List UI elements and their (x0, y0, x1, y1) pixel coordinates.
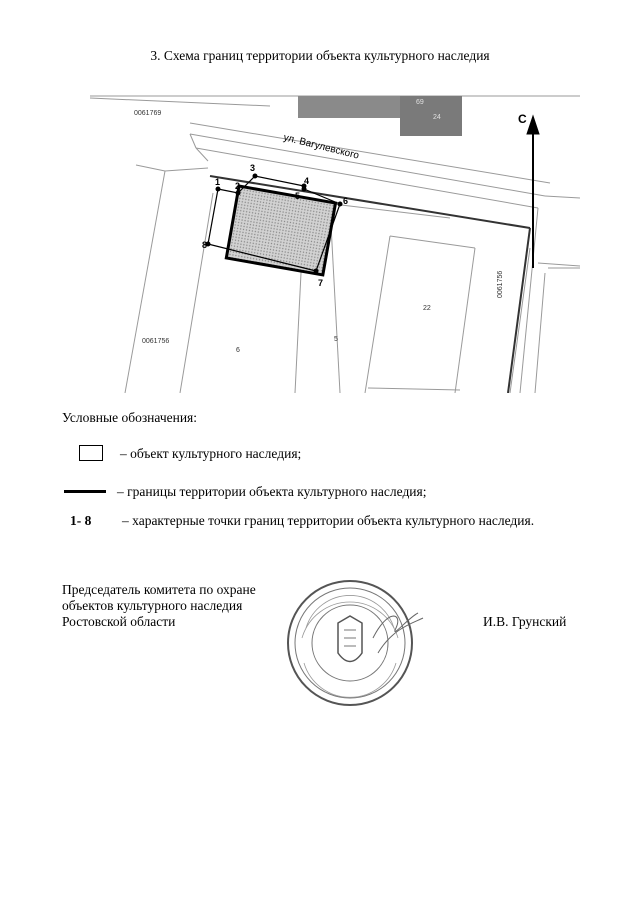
signatory-position-line-2: объектов культурного наследия (62, 598, 243, 613)
legend-object-symbol (79, 445, 103, 461)
boundary-map (90, 88, 580, 393)
legend-points-text: – характерные точки границ территории объекта культурного наследия. (122, 513, 535, 528)
signatory-position-line-3: Ростовской области (62, 614, 176, 629)
street-label: ул. Вагулевского (282, 132, 361, 162)
official-seal-stamp (278, 568, 428, 718)
signatory-position-line-1: Председатель комитета по охране (62, 582, 256, 597)
point-label-2: 2 (235, 181, 241, 191)
signatory-position (62, 582, 256, 630)
parcel-label-0061769: 0061769 (134, 110, 162, 117)
point-label-6: 6 (343, 196, 349, 206)
legend-heading: Условные обозначения: (62, 410, 198, 425)
point-label-4: 4 (304, 176, 310, 186)
emblem-icon (338, 616, 362, 662)
point-label-1: 1 (215, 177, 221, 187)
building-label-24: 24 (433, 114, 441, 121)
legend-points-symbol: 1- 8 (70, 513, 92, 528)
building-label-69: 69 (416, 99, 424, 106)
point-label-3: 3 (250, 163, 256, 173)
parcel-label-6: 6 (236, 347, 240, 354)
legend-object-text: – объект культурного наследия; (120, 446, 302, 461)
parcel-label-22: 22 (423, 305, 431, 312)
parcel-lines (90, 96, 580, 393)
page-title: 3. Схема границ территории объекта культурного наследия (150, 48, 490, 63)
point-label-5: 5 (295, 191, 301, 201)
signature-scribble (373, 613, 423, 653)
legend-boundary-text: – границы территории объекта культурного наследия; (117, 484, 427, 499)
parcel-label-5: 5 (334, 336, 338, 343)
point-label-7: 7 (318, 278, 324, 288)
point-label-8: 8 (202, 240, 208, 250)
north-label: С (518, 112, 527, 126)
legend-boundary-symbol (64, 490, 106, 493)
north-arrow (527, 116, 539, 268)
parcel-label-0061756-east: 0061756 (497, 270, 504, 298)
parcel-label-0061756-west: 0061756 (142, 338, 170, 345)
signatory-name: И.В. Грунский (483, 614, 567, 629)
